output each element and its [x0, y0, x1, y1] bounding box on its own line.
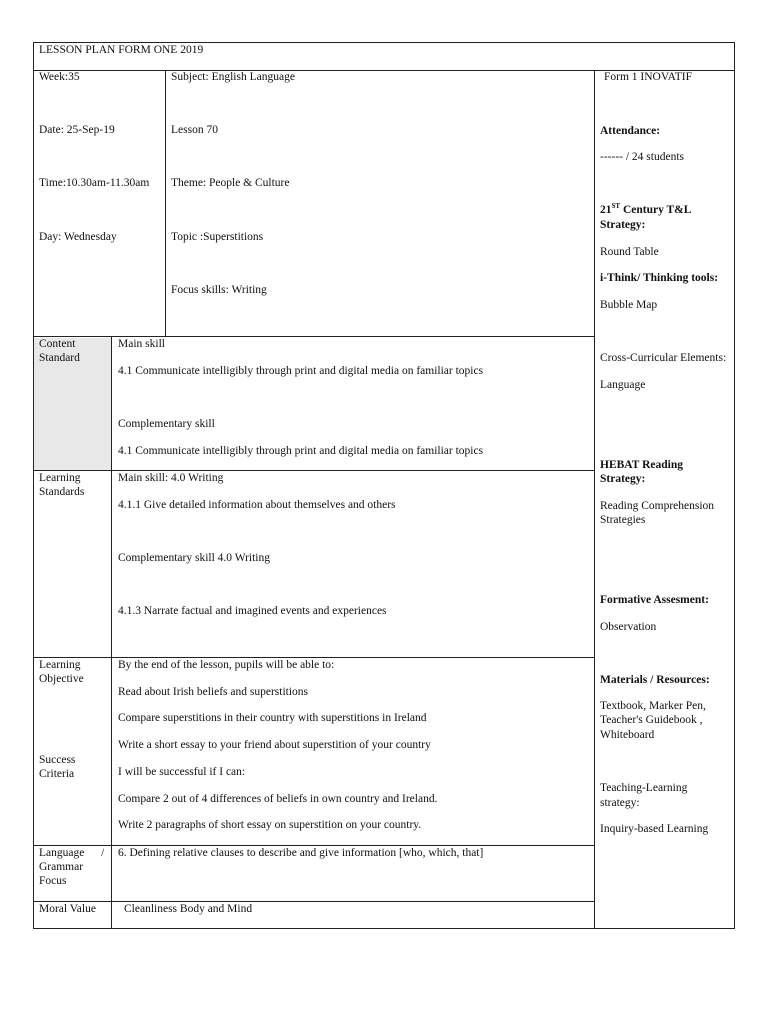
success-criteria-label: Criteria [39, 768, 75, 780]
divider [33, 901, 594, 902]
cross-curricular-label: Cross-Curricular Elements: [600, 352, 727, 364]
theme-text: Theme: People & Culture [171, 177, 290, 189]
topic-text: Topic :Superstitions [171, 231, 264, 243]
focus-text: Focus skills: Writing [171, 284, 267, 296]
hebat-value: Reading Comprehension [600, 500, 715, 512]
divider [111, 336, 112, 929]
content-standard-label: Standard [39, 352, 80, 364]
formative-label: Formative Assesment: [600, 594, 709, 606]
grammar-text: 6. Defining relative clauses to describe and give information [who, which, that] [118, 847, 484, 859]
teaching-strategy-label: Teaching-Learning [600, 782, 688, 794]
materials-label: Materials / Resources: [600, 674, 710, 686]
divider [594, 70, 595, 929]
century-strategy-label: Strategy: [600, 219, 646, 231]
materials-value: Teacher's Guidebook , [600, 714, 703, 726]
hebat-value: Strategies [600, 514, 646, 526]
content-comp-text: 4.1 Communicate intelligibly through print and digital media on familiar topics [118, 445, 484, 457]
standards-comp-skill: Complementary skill 4.0 Writing [118, 552, 271, 564]
form-class-text: Form 1 INOVATIF [604, 71, 692, 83]
week-text: Week:35 [39, 71, 80, 83]
ithink-label: i-Think/ Thinking tools: [600, 272, 719, 284]
teaching-strategy-value: Inquiry-based Learning [600, 823, 709, 835]
content-main-text: 4.1 Communicate intelligibly through print and digital media on familiar topics [118, 365, 484, 377]
ithink-value: Bubble Map [600, 299, 658, 311]
success-item: Write 2 paragraphs of short essay on superstition on your country. [118, 819, 422, 831]
grammar-label: Focus [39, 875, 67, 887]
learning-standards-label: Learning [39, 472, 81, 484]
grammar-label-slash: / [101, 847, 105, 859]
content-standard-label: Content [39, 338, 76, 350]
date-text: Date: 25-Sep-19 [39, 124, 115, 136]
objective-item: Read about Irish beliefs and superstitions [118, 686, 309, 698]
materials-value: Textbook, Marker Pen, [600, 700, 706, 712]
time-text: Time:10.30am-11.30am [39, 177, 150, 189]
success-item: Compare 2 out of 4 differences of beliefs in own country and Ireland. [118, 793, 438, 805]
divider [165, 70, 166, 336]
objective-intro: By the end of the lesson, pupils will be able to: [118, 659, 335, 671]
subject-text: Subject: English Language [171, 71, 295, 83]
century-strategy-value: Round Table [600, 246, 659, 258]
grammar-label: Language [39, 847, 85, 859]
learning-objective-label: Learning [39, 659, 81, 671]
attendance-value: ------ / 24 students [600, 151, 684, 163]
objective-item: Write a short essay to your friend about superstition of your country [118, 739, 431, 751]
lesson-text: Lesson 70 [171, 124, 218, 136]
hebat-label: Strategy: [600, 473, 646, 485]
standards-comp-text: 4.1.3 Narrate factual and imagined events and experiences [118, 605, 387, 617]
learning-standards-label: Standards [39, 486, 85, 498]
formative-value: Observation [600, 621, 657, 633]
grammar-label: Grammar [39, 861, 84, 873]
standards-main-text: 4.1.1 Give detailed information about themselves and others [118, 499, 396, 511]
century-strategy-label: 21ST Century T&L [600, 202, 692, 216]
cross-curricular-value: Language [600, 379, 646, 391]
moral-label: Moral Value [39, 903, 96, 915]
objective-item: Compare superstitions in their country with superstitions in Ireland [118, 712, 427, 724]
learning-objective-label: Objective [39, 673, 84, 685]
attendance-label: Attendance: [600, 125, 661, 137]
standards-main-skill: Main skill: 4.0 Writing [118, 472, 224, 484]
teaching-strategy-label: strategy: [600, 797, 640, 809]
success-criteria-label: Success [39, 754, 76, 766]
moral-text: Cleanliness Body and Mind [124, 903, 253, 915]
content-main-skill: Main skill [118, 338, 165, 350]
success-intro: I will be successful if I can: [118, 766, 246, 778]
hebat-label: HEBAT Reading [600, 459, 683, 471]
materials-value: Whiteboard [600, 729, 655, 741]
content-comp-skill: Complementary skill [118, 418, 215, 430]
page-title: LESSON PLAN FORM ONE 2019 [39, 44, 204, 56]
day-text: Day: Wednesday [39, 231, 117, 243]
